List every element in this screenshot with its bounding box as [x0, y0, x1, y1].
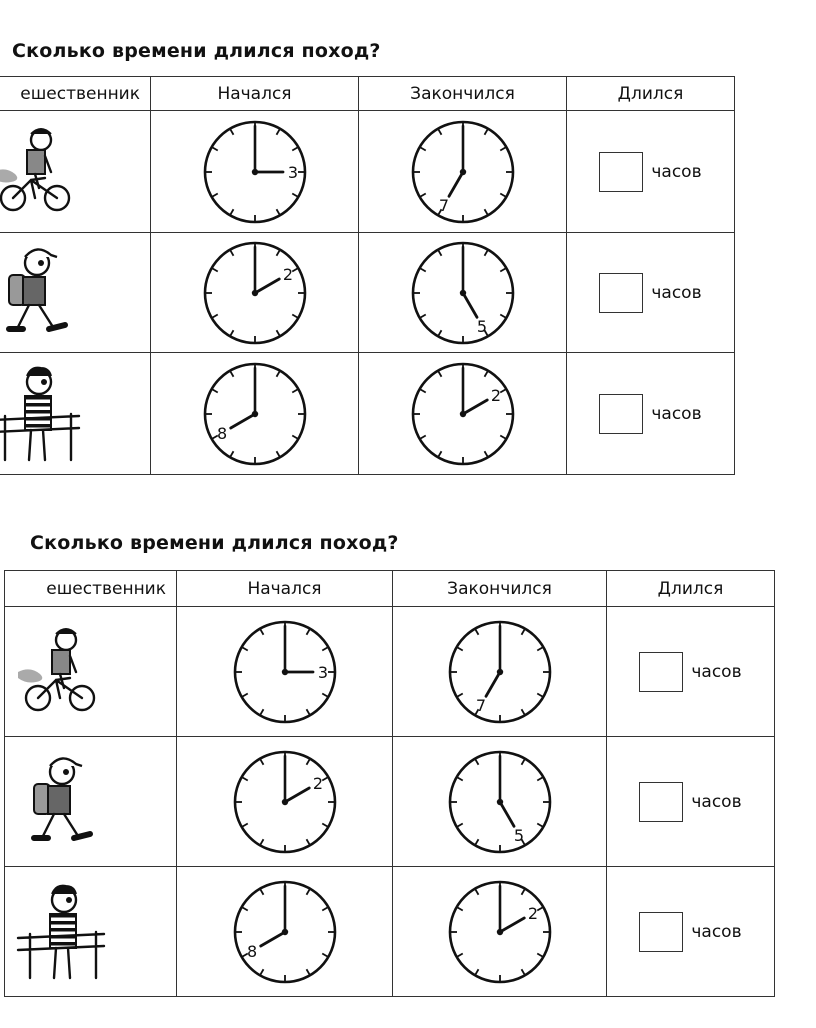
- header-started: Начался: [177, 571, 393, 607]
- hours-unit-label: часов: [691, 791, 742, 812]
- traveler-cell: [0, 111, 151, 233]
- table-row: [5, 607, 775, 737]
- table-row: [0, 233, 735, 353]
- table-row: [5, 737, 775, 867]
- worksheet-1-title: Сколько времени длился поход?: [12, 40, 381, 62]
- header-lasted: Длился: [567, 77, 735, 111]
- end-clock-cell: [359, 111, 567, 233]
- hour-numeral: 3: [317, 662, 328, 682]
- traveler-cell: [0, 233, 151, 353]
- clock-face-icon: [444, 616, 556, 728]
- traveler-cell: [5, 737, 177, 867]
- worksheet-2-title: Сколько времени длился поход?: [30, 532, 399, 554]
- duration-cell: [567, 353, 735, 475]
- hour-numeral: 7: [475, 695, 486, 715]
- clock-face-icon: [407, 237, 519, 349]
- end-clock-cell: [393, 867, 607, 997]
- duration-cell: [567, 233, 735, 353]
- table-header-row: [5, 571, 775, 607]
- start-clock-cell: [151, 233, 359, 353]
- clock-face-icon: [229, 616, 341, 728]
- cyclist-icon: [16, 622, 106, 722]
- duration-cell: [607, 867, 775, 997]
- hours-unit-label: часов: [651, 403, 702, 424]
- clock-face-icon: [444, 876, 556, 988]
- end-clock-cell: [359, 233, 567, 353]
- hour-numeral: 2: [282, 264, 293, 284]
- duration-cell: [607, 607, 775, 737]
- end-clock-cell: [359, 353, 567, 475]
- hour-numeral: 7: [438, 195, 449, 215]
- hours-unit-label: часов: [651, 161, 702, 182]
- traveler-cell: [5, 867, 177, 997]
- hour-numeral: 2: [312, 773, 323, 793]
- hours-answer-box[interactable]: [639, 652, 683, 692]
- hours-answer-box[interactable]: [599, 152, 643, 192]
- hour-numeral: 5: [513, 825, 524, 845]
- hours-answer-box[interactable]: [639, 912, 683, 952]
- hour-numeral: 5: [476, 316, 487, 336]
- hours-answer-box[interactable]: [599, 394, 643, 434]
- header-lasted: Длился: [607, 571, 775, 607]
- clock-face-icon: [407, 358, 519, 470]
- cyclist-icon: [0, 122, 81, 222]
- header-ended: Закончился: [359, 77, 567, 111]
- start-clock-cell: [177, 607, 393, 737]
- table-row: [0, 111, 735, 233]
- traveler-cell: [5, 607, 177, 737]
- end-clock-cell: [393, 737, 607, 867]
- clock-face-icon: [229, 746, 341, 858]
- traveler-cell: [0, 353, 151, 475]
- hour-numeral: 8: [246, 941, 257, 961]
- header-ended: Закончился: [393, 571, 607, 607]
- hiker-icon: [0, 243, 81, 343]
- table-row: [0, 353, 735, 475]
- hours-answer-box[interactable]: [639, 782, 683, 822]
- clock-face-icon: [199, 358, 311, 470]
- clock-face-icon: [407, 116, 519, 228]
- worksheet-2-table: [4, 570, 775, 997]
- boy-at-fence-icon: [0, 364, 81, 464]
- clock-face-icon: [199, 237, 311, 349]
- header-traveler: ешественник: [5, 571, 177, 607]
- hour-numeral: 2: [527, 903, 538, 923]
- header-started: Начался: [151, 77, 359, 111]
- hours-answer-box[interactable]: [599, 273, 643, 313]
- hour-numeral: 2: [490, 385, 501, 405]
- table-row: [5, 867, 775, 997]
- start-clock-cell: [151, 111, 359, 233]
- worksheet-1-table: [0, 76, 735, 475]
- hiker-icon: [16, 752, 106, 852]
- start-clock-cell: [177, 737, 393, 867]
- hour-numeral: 3: [287, 162, 298, 182]
- hours-unit-label: часов: [691, 661, 742, 682]
- duration-cell: [567, 111, 735, 233]
- hour-numeral: 8: [216, 423, 227, 443]
- header-traveler: ешественник: [0, 77, 151, 111]
- end-clock-cell: [393, 607, 607, 737]
- boy-at-fence-icon: [16, 882, 106, 982]
- start-clock-cell: [151, 353, 359, 475]
- start-clock-cell: [177, 867, 393, 997]
- hours-unit-label: часов: [691, 921, 742, 942]
- hours-unit-label: часов: [651, 282, 702, 303]
- clock-face-icon: [199, 116, 311, 228]
- table-header-row: [0, 77, 735, 111]
- clock-face-icon: [444, 746, 556, 858]
- clock-face-icon: [229, 876, 341, 988]
- duration-cell: [607, 737, 775, 867]
